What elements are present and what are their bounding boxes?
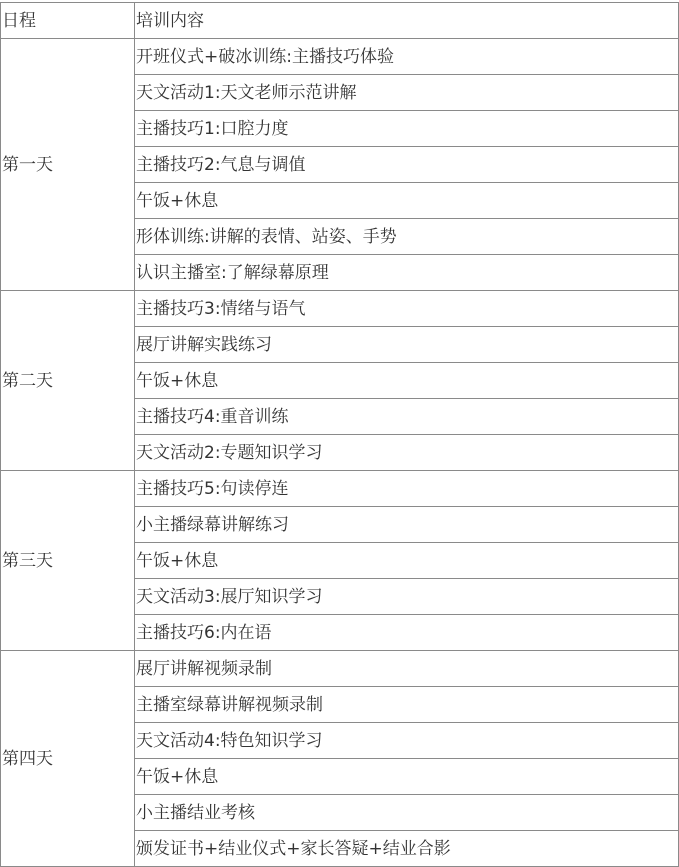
training-schedule-table <box>0 2 679 867</box>
training-item-cell: 小主播结业考核 <box>135 795 679 831</box>
day-label-cell: 第二天 <box>1 291 135 471</box>
table-row <box>1 651 679 687</box>
training-item-cell: 主播技巧6:内在语 <box>135 615 679 651</box>
training-item-cell: 主播技巧1:口腔力度 <box>135 111 679 147</box>
training-item-cell: 天文活动3:展厅知识学习 <box>135 579 679 615</box>
header-row <box>1 3 679 39</box>
table-row <box>1 291 679 327</box>
day-label-cell: 第三天 <box>1 471 135 651</box>
training-item-cell: 天文活动2:专题知识学习 <box>135 435 679 471</box>
training-item-cell: 认识主播室:了解绿幕原理 <box>135 255 679 291</box>
training-item-cell: 展厅讲解实践练习 <box>135 327 679 363</box>
header-content-cell: 培训内容 <box>135 3 679 39</box>
day-label-cell: 第四天 <box>1 651 135 867</box>
training-item-cell: 午饭+休息 <box>135 543 679 579</box>
training-item-cell: 天文活动4:特色知识学习 <box>135 723 679 759</box>
training-item-cell: 主播技巧3:情绪与语气 <box>135 291 679 327</box>
training-item-cell: 形体训练:讲解的表情、站姿、手势 <box>135 219 679 255</box>
training-item-cell: 小主播绿幕讲解练习 <box>135 507 679 543</box>
training-item-cell: 午饭+休息 <box>135 759 679 795</box>
training-item-cell: 开班仪式+破冰训练:主播技巧体验 <box>135 39 679 75</box>
training-item-cell: 主播室绿幕讲解视频录制 <box>135 687 679 723</box>
day-label-cell: 第一天 <box>1 39 135 291</box>
training-item-cell: 主播技巧2:气息与调值 <box>135 147 679 183</box>
training-item-cell: 展厅讲解视频录制 <box>135 651 679 687</box>
header-day-cell: 日程 <box>1 3 135 39</box>
schedule-body <box>1 3 679 867</box>
training-item-cell: 天文活动1:天文老师示范讲解 <box>135 75 679 111</box>
training-item-cell: 午饭+休息 <box>135 363 679 399</box>
training-item-cell: 颁发证书+结业仪式+家长答疑+结业合影 <box>135 831 679 867</box>
training-item-cell: 午饭+休息 <box>135 183 679 219</box>
table-row <box>1 471 679 507</box>
training-item-cell: 主播技巧4:重音训练 <box>135 399 679 435</box>
training-item-cell: 主播技巧5:句读停连 <box>135 471 679 507</box>
table-row <box>1 39 679 75</box>
